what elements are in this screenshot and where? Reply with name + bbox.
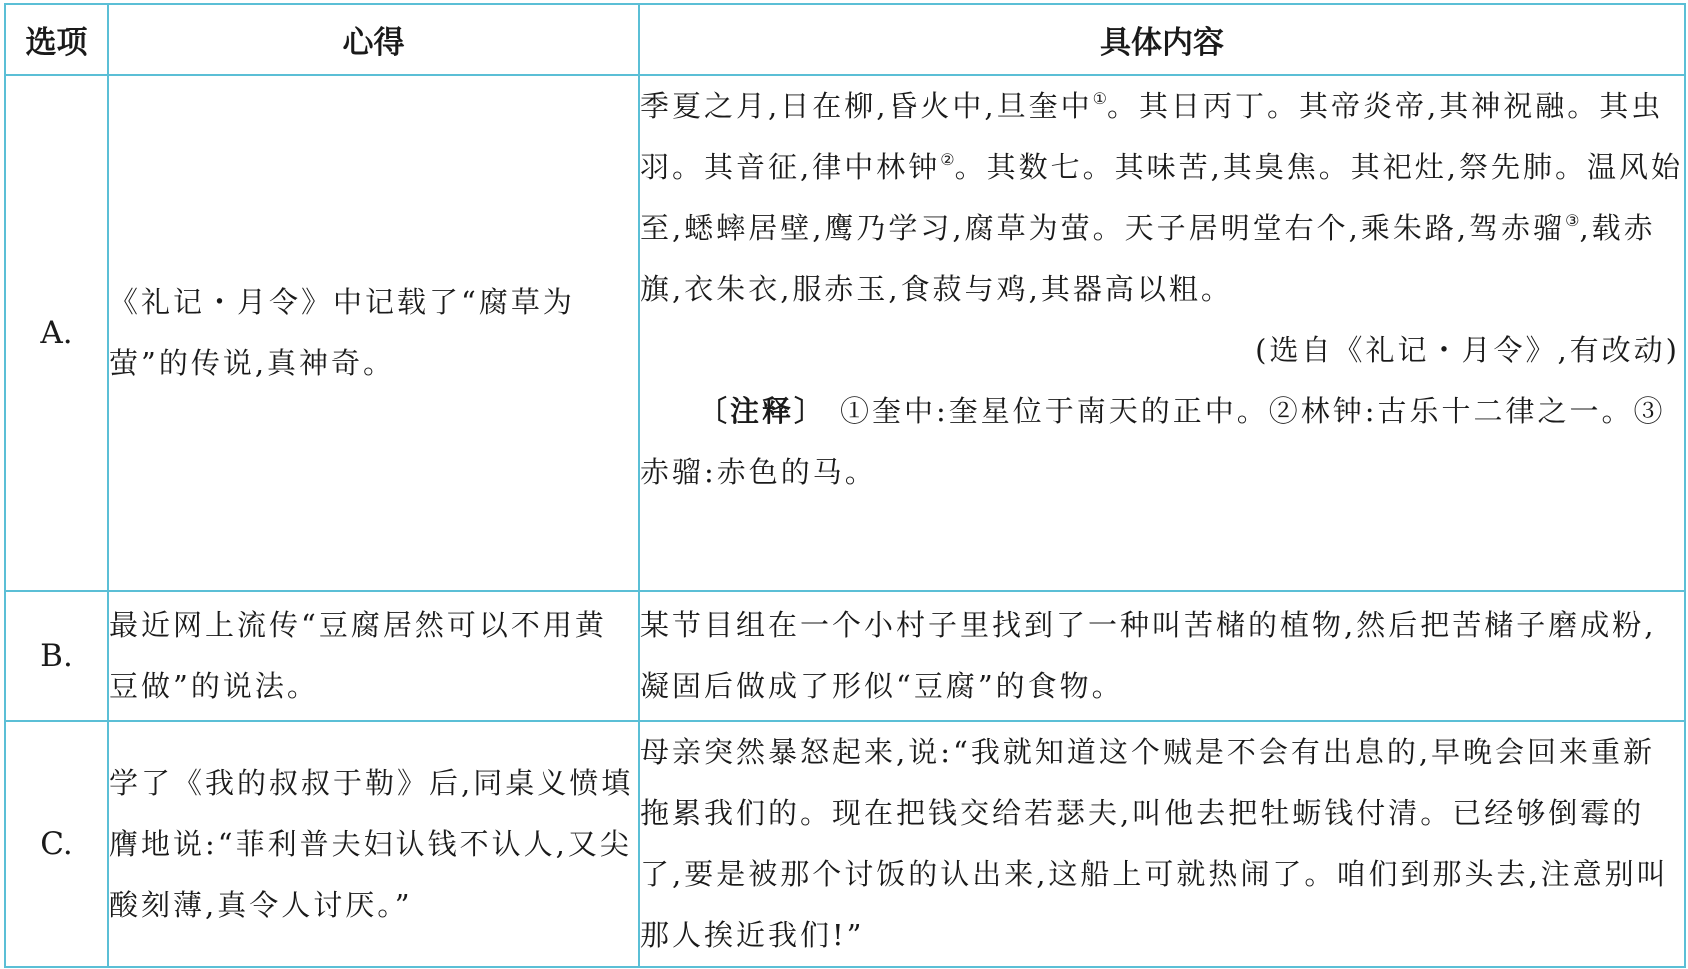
annotation-label: 〔注释〕	[698, 394, 827, 428]
header-option: 选项	[5, 4, 108, 75]
options-table	[4, 3, 1686, 968]
document-page	[4, 3, 1684, 965]
xinde-b: 最近网上流传“豆腐居然可以不用黄豆做”的说法。	[108, 591, 639, 721]
header-content: 具体内容	[639, 4, 1685, 75]
annotation-text: ①奎中:奎星位于南天的正中。②林钟:古乐十二律之一。③赤骝:赤色的马。	[640, 394, 1666, 489]
xinde-a: 《礼记・月令》中记载了“腐草为萤”的传说,真神奇。	[108, 75, 639, 591]
table-row-c	[5, 721, 1685, 967]
option-label-a: A.	[5, 75, 108, 591]
table-row-b	[5, 591, 1685, 721]
table-row-a	[5, 75, 1685, 591]
footnote-mark-3: ③	[1565, 211, 1580, 230]
table-header-row	[5, 4, 1685, 75]
annotation	[640, 381, 1684, 503]
content-b: 某节目组在一个小村子里找到了一种叫苦槠的植物,然后把苦槠子磨成粉,凝固后做成了形似“豆腐”的食物。	[639, 591, 1685, 721]
content-c: 母亲突然暴怒起来,说:“我就知道这个贼是不会有出息的,早晚会回来重新拖累我们的。现在把钱交给若瑟夫,叫他去把牡蛎钱付清。已经够倒霉的了,要是被那个讨饭的认出来,这船上可就热闹了。咱们到那头去,注意别叫那人挨近我们!”	[639, 721, 1685, 967]
content-a-passage: 季夏之月,日在柳,昏火中,旦奎中①。其日丙丁。其帝炎帝,其神祝融。其虫羽。其音征,律中林钟②。其数七。其味苦,其臭焦。其祀灶,祭先肺。温风始至,蟋蟀居壁,鹰乃学习,腐草为萤。天子居明堂右个,乘朱路,驾赤骝③,载赤旗,衣朱衣,服赤玉,食菽与鸡,其器高以粗。	[640, 89, 1683, 306]
xinde-c: 学了《我的叔叔于勒》后,同桌义愤填膺地说:“菲利普夫妇认钱不认人,又尖酸刻薄,真令人讨厌。”	[108, 721, 639, 967]
footnote-mark-2: ②	[940, 150, 955, 169]
source-citation: (选自《礼记・月令》,有改动)	[1255, 333, 1680, 367]
option-label-c: C.	[5, 721, 108, 967]
footnote-mark-1: ①	[1092, 89, 1107, 108]
header-xinde: 心得	[108, 4, 639, 75]
option-label-b: B.	[5, 591, 108, 721]
content-a	[639, 75, 1685, 591]
